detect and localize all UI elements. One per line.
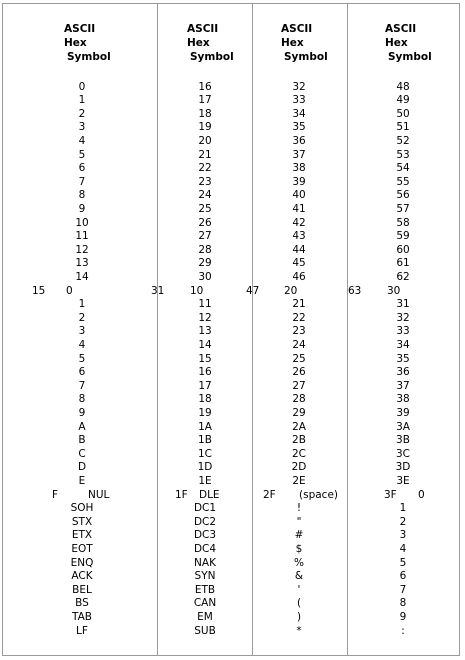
ascii-decimal-cell: 57 — [396, 202, 410, 215]
hex-cell: 36 — [396, 366, 410, 379]
hex-cell: 11 — [198, 298, 212, 311]
column-divider-3 — [347, 3, 348, 656]
symbol-cell: ) — [296, 610, 302, 623]
ascii-decimal-cell: 20 — [198, 134, 212, 147]
hex-cell: 16 — [198, 366, 212, 379]
ascii-decimal-cell: 58 — [396, 216, 410, 229]
ascii-decimal-cell: 46 — [292, 270, 306, 283]
hex-cell: C — [78, 447, 86, 460]
ascii-decimal-cell: 14 — [75, 270, 89, 283]
symbol-cell: 4 — [399, 542, 407, 555]
ascii-decimal-cell: 39 — [292, 175, 306, 188]
hex-cell: 1D — [197, 461, 213, 474]
ascii-decimal-cell: 30 — [198, 270, 212, 283]
ascii-decimal-cell: 27 — [198, 230, 212, 243]
symbol-cell: 9 — [399, 610, 407, 623]
column-header: ASCII — [187, 23, 219, 35]
ascii-decimal-cell: 11 — [75, 230, 89, 243]
ascii-decimal-cell: 49 — [396, 94, 410, 107]
hex-cell: 1B — [198, 434, 212, 447]
hex-cell: 1 — [78, 298, 86, 311]
hex-cell: 21 — [292, 298, 306, 311]
ascii-decimal-cell: 28 — [198, 243, 212, 256]
hex-cell: 37 — [396, 379, 410, 392]
symbol-cell: # — [294, 529, 304, 542]
ascii-decimal-cell: 25 — [198, 202, 212, 215]
symbol-cell: DLE — [199, 488, 220, 501]
symbol-cell: " — [296, 515, 302, 528]
symbol-cell: (space) — [299, 488, 338, 501]
symbol-cell: & — [294, 570, 304, 583]
ascii-decimal-cell: 59 — [396, 230, 410, 243]
symbol-cell: SOH — [70, 502, 94, 515]
hex-cell: 13 — [198, 325, 212, 338]
symbol-cell: % — [294, 556, 304, 569]
column-header: Symbol — [190, 51, 234, 63]
ascii-decimal-cell: 32 — [292, 80, 306, 93]
hex-cell: 2C — [291, 447, 306, 460]
hex-cell: 34 — [396, 338, 410, 351]
column-header: ASCII — [385, 23, 417, 35]
hex-cell: 25 — [292, 352, 306, 365]
symbol-cell: $ — [295, 542, 303, 555]
symbol-cell: SYN — [194, 570, 216, 583]
ascii-decimal-cell: 9 — [78, 202, 86, 215]
ascii-decimal-cell: 52 — [396, 134, 410, 147]
ascii-decimal-cell: 43 — [292, 230, 306, 243]
ascii-decimal-cell: 12 — [75, 243, 89, 256]
hex-cell: 1E — [198, 474, 212, 487]
symbol-cell: 3 — [399, 529, 407, 542]
symbol-cell: 1 — [399, 502, 407, 515]
ascii-decimal-cell: 6 — [78, 162, 86, 175]
hex-cell: 3D — [395, 461, 411, 474]
column-header: ASCII — [281, 23, 313, 35]
symbol-cell: 8 — [399, 597, 407, 610]
hex-cell: 1A — [198, 420, 212, 433]
ascii-decimal-cell: 23 — [198, 175, 212, 188]
symbol-cell: STX — [71, 515, 93, 528]
ascii-decimal-cell: 19 — [198, 121, 212, 134]
symbol-cell: EOT — [71, 542, 93, 555]
column-header: ASCII — [64, 23, 96, 35]
ascii-decimal-cell: 2 — [78, 107, 86, 120]
hex-cell: A — [78, 420, 86, 433]
column-divider-1 — [157, 3, 158, 656]
ascii-decimal-cell: 42 — [292, 216, 306, 229]
hex-cell: 18 — [198, 393, 212, 406]
symbol-cell: : — [401, 624, 405, 637]
column-header: Symbol — [284, 51, 328, 63]
hex-cell: 3B — [396, 434, 410, 447]
hex-cell: 5 — [78, 352, 86, 365]
hex-cell: 29 — [292, 406, 306, 419]
ascii-decimal-cell: 50 — [396, 107, 410, 120]
ascii-decimal-cell: 40 — [292, 189, 306, 202]
ascii-decimal-cell: 15 — [32, 284, 46, 297]
ascii-decimal-cell: 3 — [78, 121, 86, 134]
column-divider-2 — [252, 3, 253, 656]
column-header: Symbol — [388, 51, 432, 63]
ascii-decimal-cell: 16 — [198, 80, 212, 93]
hex-cell: 17 — [198, 379, 212, 392]
symbol-cell: ETX — [71, 529, 93, 542]
symbol-cell: ( — [296, 597, 302, 610]
hex-cell: 2E — [292, 474, 306, 487]
ascii-decimal-cell: 55 — [396, 175, 410, 188]
ascii-decimal-cell: 17 — [198, 94, 212, 107]
column-header: Symbol — [67, 51, 111, 63]
ascii-decimal-cell: 37 — [292, 148, 306, 161]
ascii-decimal-cell: 56 — [396, 189, 410, 202]
ascii-decimal-cell: 63 — [348, 284, 362, 297]
ascii-decimal-cell: 0 — [78, 80, 86, 93]
ascii-decimal-cell: 24 — [198, 189, 212, 202]
hex-cell: 35 — [396, 352, 410, 365]
hex-cell: D — [77, 461, 87, 474]
hex-cell: 9 — [78, 406, 86, 419]
symbol-cell: CAN — [193, 597, 217, 610]
hex-cell: 0 — [66, 284, 73, 297]
hex-cell: 14 — [198, 338, 212, 351]
symbol-cell: LF — [76, 624, 88, 637]
hex-cell: B — [78, 434, 86, 447]
ascii-decimal-cell: 61 — [396, 257, 410, 270]
hex-cell: 2B — [292, 434, 306, 447]
hex-cell: 3C — [395, 447, 410, 460]
symbol-cell: * — [296, 624, 302, 637]
ascii-decimal-cell: 4 — [78, 134, 86, 147]
symbol-cell: DC3 — [193, 529, 217, 542]
ascii-decimal-cell: 53 — [396, 148, 410, 161]
symbol-cell: ! — [296, 502, 302, 515]
hex-cell: 39 — [396, 406, 410, 419]
ascii-decimal-cell: 36 — [292, 134, 306, 147]
hex-cell: 23 — [292, 325, 306, 338]
symbol-cell: 6 — [399, 570, 407, 583]
ascii-decimal-cell: 45 — [292, 257, 306, 270]
symbol-cell: EM — [197, 610, 213, 623]
hex-cell: 8 — [78, 393, 86, 406]
symbol-cell: NAK — [194, 556, 216, 569]
ascii-decimal-cell: 34 — [292, 107, 306, 120]
column-header: Hex — [64, 37, 87, 49]
ascii-decimal-cell: 7 — [78, 175, 86, 188]
hex-cell: 2A — [292, 420, 306, 433]
hex-cell: 3 — [78, 325, 86, 338]
hex-cell: 15 — [198, 352, 212, 365]
symbol-cell: 2 — [399, 515, 407, 528]
ascii-decimal-cell: 13 — [75, 257, 89, 270]
symbol-cell: 0 — [418, 488, 425, 501]
ascii-decimal-cell: 38 — [292, 162, 306, 175]
ascii-decimal-cell: 54 — [396, 162, 410, 175]
ascii-decimal-cell: 26 — [198, 216, 212, 229]
symbol-cell: ' — [297, 583, 301, 596]
hex-cell: 2 — [78, 311, 86, 324]
symbol-cell: NUL — [88, 488, 110, 501]
symbol-cell: DC2 — [193, 515, 217, 528]
hex-cell: E — [78, 474, 86, 487]
symbol-cell: ENQ — [70, 556, 94, 569]
hex-cell: 3E — [396, 474, 410, 487]
hex-cell: 3A — [396, 420, 410, 433]
hex-cell: 26 — [292, 366, 306, 379]
hex-cell: 27 — [292, 379, 306, 392]
hex-cell: 19 — [198, 406, 212, 419]
ascii-decimal-cell: 18 — [198, 107, 212, 120]
hex-cell: F — [52, 488, 59, 501]
symbol-cell: BS — [75, 597, 89, 610]
symbol-cell: SUB — [194, 624, 216, 637]
symbol-cell: 5 — [399, 556, 407, 569]
ascii-decimal-cell: 35 — [292, 121, 306, 134]
hex-cell: 33 — [396, 325, 410, 338]
ascii-decimal-cell: 44 — [292, 243, 306, 256]
ascii-decimal-cell: 48 — [396, 80, 410, 93]
hex-cell: 20 — [284, 284, 298, 297]
hex-cell: 3F — [384, 488, 397, 501]
ascii-decimal-cell: 1 — [78, 94, 86, 107]
hex-cell: 32 — [396, 311, 410, 324]
hex-cell: 38 — [396, 393, 410, 406]
hex-cell: 31 — [396, 298, 410, 311]
hex-cell: 7 — [78, 379, 86, 392]
symbol-cell: DC1 — [193, 502, 217, 515]
hex-cell: 12 — [198, 311, 212, 324]
hex-cell: 30 — [387, 284, 401, 297]
column-header: Hex — [281, 37, 304, 49]
ascii-decimal-cell: 8 — [78, 189, 86, 202]
hex-cell: 28 — [292, 393, 306, 406]
column-header: Hex — [187, 37, 210, 49]
symbol-cell: TAB — [72, 610, 92, 623]
hex-cell: 24 — [292, 338, 306, 351]
column-header: Hex — [385, 37, 408, 49]
hex-cell: 10 — [190, 284, 204, 297]
symbol-cell: DC4 — [193, 542, 217, 555]
ascii-decimal-cell: 22 — [198, 162, 212, 175]
ascii-decimal-cell: 21 — [198, 148, 212, 161]
hex-cell: 1C — [197, 447, 212, 460]
ascii-decimal-cell: 51 — [396, 121, 410, 134]
symbol-cell: ACK — [71, 570, 93, 583]
hex-cell: 22 — [292, 311, 306, 324]
symbol-cell: ETB — [194, 583, 216, 596]
ascii-decimal-cell: 5 — [78, 148, 86, 161]
hex-cell: 6 — [78, 366, 86, 379]
symbol-cell: BEL — [72, 583, 92, 596]
hex-cell: 2F — [263, 488, 276, 501]
ascii-decimal-cell: 31 — [151, 284, 165, 297]
ascii-decimal-cell: 60 — [396, 243, 410, 256]
hex-cell: 1F — [175, 488, 188, 501]
hex-cell: 4 — [78, 338, 86, 351]
ascii-decimal-cell: 47 — [246, 284, 260, 297]
ascii-decimal-cell: 41 — [292, 202, 306, 215]
ascii-decimal-cell: 62 — [396, 270, 410, 283]
ascii-decimal-cell: 10 — [75, 216, 89, 229]
ascii-decimal-cell: 33 — [292, 94, 306, 107]
symbol-cell: 7 — [399, 583, 407, 596]
ascii-decimal-cell: 29 — [198, 257, 212, 270]
hex-cell: 2D — [291, 461, 307, 474]
